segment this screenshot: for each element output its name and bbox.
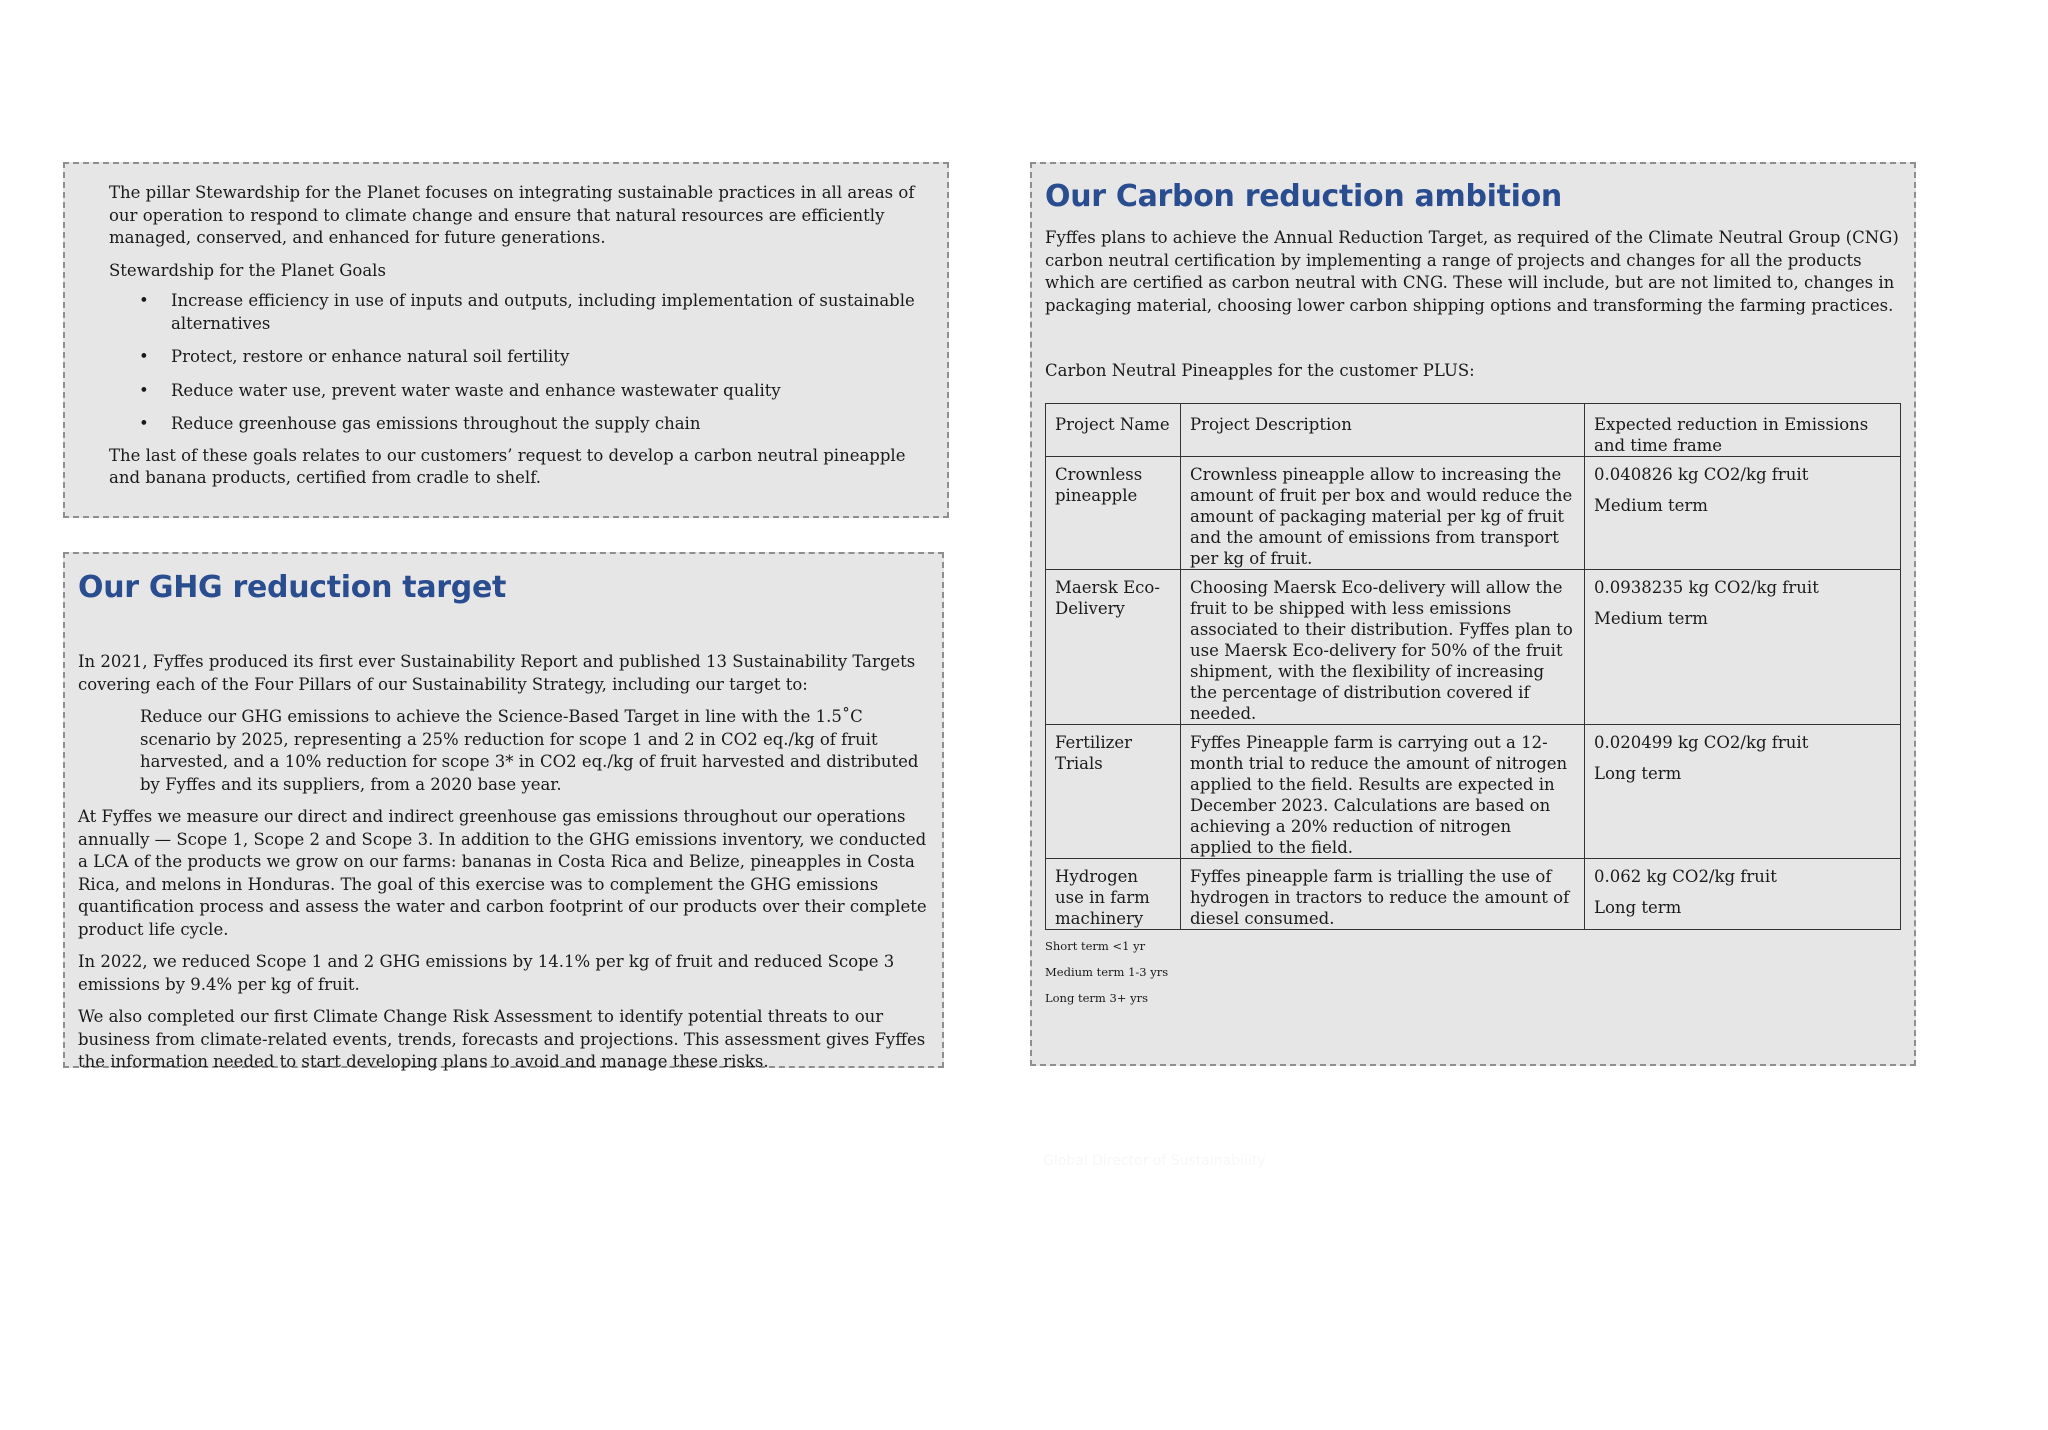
carbon-title: Our Carbon reduction ambition <box>1045 179 1562 214</box>
project-description: Fyffes pineapple farm is trialling the use of hydrogen in tractors to reduce the amount of diesel consumed. <box>1181 858 1585 929</box>
bullet-icon: • <box>139 414 149 433</box>
table-row <box>1046 456 1901 569</box>
time-frame: Medium term <box>1594 495 1708 515</box>
expected-reduction: 0.062 kg CO2/kg fruit Long term <box>1585 858 1901 929</box>
ghg-paragraph-3: In 2022, we reduced Scope 1 and 2 GHG emissions by 14.1% per kg of fruit and reduced Scope 3 emissions by 9.4% per kg of fruit. <box>78 952 895 994</box>
table-row <box>1046 569 1901 724</box>
bullet-icon: • <box>139 291 149 310</box>
table-row <box>1046 858 1901 929</box>
goals-title: Stewardship for the Planet Goals <box>109 260 386 280</box>
ghg-target-panel <box>63 552 944 1071</box>
signature-title: Global Director of Sustainability <box>1043 1153 1266 1169</box>
stewardship-panel <box>63 162 949 518</box>
expected-reduction: 0.040826 kg CO2/kg fruit Medium term <box>1585 456 1901 569</box>
projects-table <box>1045 403 1901 930</box>
carbon-subheading: Carbon Neutral Pineapples for the customer PLUS: <box>1045 361 1475 380</box>
ghg-paragraph-4: We also completed our first Climate Change Risk Assessment to identify potential threats to our business from climate-related events, trends, forecasts and projections. This assessment gives Fyffes the information needed to start developing plans to avoid and manage these risks. <box>78 1007 926 1071</box>
header-project-description: Project Description <box>1181 403 1585 456</box>
bullet-icon: • <box>139 347 149 366</box>
header-expected-reduction: Expected reduction in Emissions and time frame <box>1585 403 1901 456</box>
ghg-paragraph-1: In 2021, Fyffes produced its first ever Sustainability Report and published 13 Sustainability Targets covering each of the Four Pillars of our Sustainability Strategy, including our target to: <box>78 652 916 694</box>
time-frame: Long term <box>1594 763 1682 783</box>
time-frame: Long term <box>1594 897 1682 917</box>
ghg-title: Our GHG reduction target <box>78 570 507 605</box>
carbon-intro: Fyffes plans to achieve the Annual Reduction Target, as required of the Climate Neutral Group (CNG) carbon neutral certification by implementing a range of projects and changes for all the products which are certified as carbon neutral with CNG. These will include, but are not limited to, changes in packaging material, choosing lower carbon shipping options and transforming the farming practices. <box>1045 228 1899 315</box>
table-row <box>1046 724 1901 858</box>
project-description: Choosing Maersk Eco-delivery will allow the fruit to be shipped with less emissions associated to their distribution. Fyffes plan to use Maersk Eco-delivery for 50% of the fruit shipment, with the flexibility of increasing the percentage of distribution covered if needed. <box>1181 569 1585 724</box>
ghg-paragraph-2: At Fyffes we measure our direct and indirect greenhouse gas emissions throughout our operations annually — Scope 1, Scope 2 and Scope 3. In addition to the GHG emissions inventory, we conducted a LCA of the products we grow on our farms: bananas in Costa Rica and Belize, pineapples in Costa Rica, and melons in Honduras. The goal of this exercise was to complement the GHG emissions quantification process and assess the water and carbon footprint of our products over their complete product life cycle. <box>78 807 927 939</box>
time-frame-legend <box>1045 940 1901 1005</box>
legend-long-term: Long term 3+ yrs <box>1045 990 1148 1005</box>
goal-item: • Reduce water use, prevent water waste and enhance wastewater quality <box>139 380 927 403</box>
goal-item: • Protect, restore or enhance natural soil fertility <box>139 346 927 369</box>
expected-reduction: 0.020499 kg CO2/kg fruit Long term <box>1585 724 1901 858</box>
goal-item: • Increase efficiency in use of inputs and outputs, including implementation of sustainable alternatives <box>139 291 915 333</box>
project-name: Fertilizer Trials <box>1046 724 1181 858</box>
stewardship-closing: The last of these goals relates to our customers’ request to develop a carbon neutral pineapple and banana products, certified from cradle to shelf. <box>109 445 906 487</box>
ghg-target-quote: Reduce our GHG emissions to achieve the Science-Based Target in line with the 1.5˚C scenario by 2025, representing a 25% reduction for scope 1 and 2 in CO2 eq./kg of fruit harvested, and a 10% reduction for scope 3* in CO2 eq./kg of fruit harvested and distributed by Fyffes and its suppliers, from a 2020 base year. <box>140 707 919 794</box>
expected-reduction: 0.0938235 kg CO2/kg fruit Medium term <box>1585 569 1901 724</box>
project-name: Crownless pineapple <box>1046 456 1181 569</box>
project-description: Crownless pineapple allow to increasing the amount of fruit per box and would reduce the amount of packaging material per kg of fruit and the amount of emissions from transport per kg of fruit. <box>1181 456 1585 569</box>
goals-list <box>109 290 927 436</box>
time-frame: Medium term <box>1594 608 1708 628</box>
legend-short-term: Short term <1 yr <box>1045 938 1146 953</box>
project-name: Hydrogen use in farm machinery <box>1046 858 1181 929</box>
header-project-name: Project Name <box>1046 403 1181 456</box>
goal-item: • Reduce greenhouse gas emissions throughout the supply chain <box>139 413 927 436</box>
table-header-row <box>1046 403 1901 456</box>
project-name: Maersk Eco-Delivery <box>1046 569 1181 724</box>
project-description: Fyffes Pineapple farm is carrying out a 12-month trial to reduce the amount of nitrogen applied to the field. Results are expected in December 2023. Calculations are based on achieving a 20% reduction of nitrogen applied to the field. <box>1181 724 1585 858</box>
legend-medium-term: Medium term 1-3 yrs <box>1045 964 1169 979</box>
stewardship-intro: The pillar Stewardship for the Planet focuses on integrating sustainable practices in all areas of our operation to respond to climate change and ensure that natural resources are efficiently managed, conserved, and enhanced for future generations. <box>109 183 915 247</box>
carbon-ambition-panel <box>1030 162 1916 1066</box>
bullet-icon: • <box>139 380 149 400</box>
